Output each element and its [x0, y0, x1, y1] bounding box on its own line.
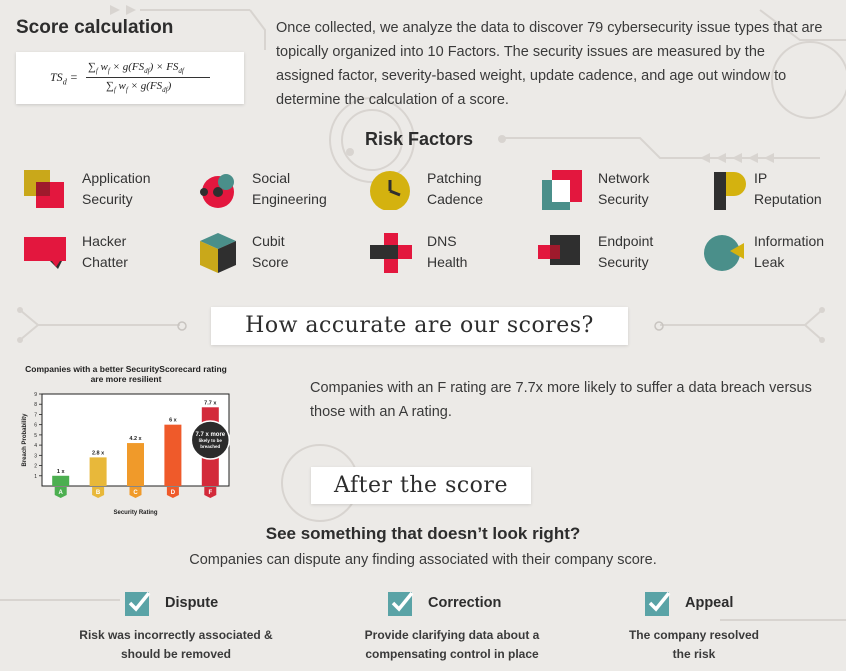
factor-label-line2: Leak [754, 254, 785, 270]
x-tick-label: C [133, 490, 138, 496]
formula-denominator: $\sum_f$ $w_f \times g(FS_{df})$ [106, 80, 172, 95]
factor-network-security [540, 168, 694, 210]
option-desc-line1: The company resolved [628, 628, 760, 642]
formula-fraction-line [86, 77, 210, 78]
y-tick-label: 8 [34, 402, 37, 409]
option-desc-line2: should be removed [120, 647, 232, 661]
callout-text: 7.7 x more [195, 432, 226, 438]
factor-application-security [22, 168, 178, 210]
after-score-heading: After the score [311, 467, 531, 504]
callout-text: breached [200, 444, 221, 449]
factor-ip-reputation [710, 168, 846, 210]
factor-label-line2: Engineering [252, 191, 327, 207]
chart-svg [18, 364, 234, 520]
factor-label-line1: Network [598, 170, 650, 186]
option-appeal [645, 590, 733, 616]
factor-hacker-chatter [22, 231, 178, 273]
option-label: Correction [428, 595, 502, 611]
factor-dns-health [368, 231, 523, 273]
option-desc-line1: Provide clarifying data about a [364, 628, 540, 642]
option-correction [388, 590, 501, 616]
chart-title: Companies with a better SecurityScorecard rating are more resilient [25, 364, 227, 384]
x-tick-label: F [208, 490, 213, 496]
ip-reputation-icon [710, 168, 754, 210]
information-leak-icon [702, 231, 746, 273]
endpoint-security-icon [536, 231, 580, 273]
factor-information-leak [702, 231, 846, 273]
factor-label-line1: Hacker [82, 233, 127, 249]
factor-label-line1: Social [252, 170, 291, 186]
factor-label-line1: DNS [427, 233, 457, 249]
factor-label-line1: Endpoint [598, 233, 654, 249]
factor-patching-cadence [368, 168, 523, 210]
factor-label-line2: Health [427, 254, 468, 270]
y-tick-label: 7 [34, 412, 37, 419]
cubit-score-icon [196, 231, 240, 273]
intro-paragraph: Once collected, we analyze the data to discover 79 cybersecurity issue types that are topically organized into 10 Factors. The security issues are measured by the assigned factor, severity-based weight, update cadence, and age out window to determine the calculation of a score. [276, 20, 823, 108]
factor-social-engineering [196, 168, 348, 210]
option-label: Appeal [685, 595, 734, 611]
factor-label-line1: IP [754, 170, 768, 186]
option-description [60, 626, 292, 664]
factor-label-line1: Information [754, 233, 825, 249]
bar-d [164, 425, 181, 486]
y-tick-label: 4 [34, 443, 37, 450]
bar-a [52, 476, 69, 486]
social-engineering-icon [196, 168, 240, 210]
option-desc-line2: the risk [672, 647, 716, 661]
checkbox-checked-icon [125, 590, 151, 616]
y-tick-label: 3 [34, 453, 37, 460]
dns-health-icon [368, 231, 412, 273]
hacker-chatter-icon [22, 231, 66, 273]
risk-factors-title: Risk Factors [365, 129, 474, 149]
score-formula [16, 52, 244, 104]
patching-cadence-icon [368, 168, 412, 210]
bar-data-label: 7.7 x [204, 400, 217, 407]
factor-label-line2: Cadence [427, 191, 484, 207]
bar-data-label: 2.8 x [91, 450, 105, 457]
y-tick-label: 1 [34, 473, 37, 480]
y-tick-label: 5 [34, 432, 37, 439]
factor-label-line2: Security [598, 191, 649, 207]
accuracy-paragraph: Companies with an F rating are 7.7x more likely to suffer a data breach versus those with an A rating. [310, 380, 812, 420]
checkbox-checked-icon [645, 590, 671, 616]
factor-label-line2: Security [598, 254, 649, 270]
option-description [336, 626, 568, 664]
y-axis-label: Breach Probability [22, 413, 28, 467]
x-axis-label: Security Rating [113, 510, 158, 516]
dispute-subtitle: Companies can dispute any finding associated with their company score. [189, 552, 657, 568]
factor-label-line2: Security [82, 191, 133, 207]
dispute-question: See something that doesn’t look right? [265, 524, 581, 543]
callout-text: likely to be [198, 438, 222, 443]
option-description [594, 626, 794, 664]
factor-cubit-score [196, 231, 348, 273]
factor-endpoint-security [536, 231, 694, 273]
bar-b [90, 457, 107, 486]
checkbox-checked-icon [388, 590, 414, 616]
factor-label-line2: Score [252, 254, 289, 270]
formula-lhs: $TS_d$ = [50, 70, 78, 87]
x-tick-label: D [170, 490, 176, 496]
factor-label-line1: Application [82, 170, 151, 186]
option-desc-line1: Risk was incorrectly associated & [79, 628, 273, 642]
option-dispute [125, 590, 218, 616]
y-tick-label: 2 [34, 463, 37, 470]
option-desc-line2: compensating control in place [365, 647, 539, 661]
network-security-icon [540, 168, 584, 210]
accuracy-heading: How accurate are our scores? [211, 307, 628, 345]
x-tick-label: B [95, 490, 101, 496]
breach-probability-chart [18, 364, 234, 520]
factor-label-line2: Chatter [82, 254, 128, 270]
y-tick-label: 6 [34, 422, 37, 429]
bar-data-label: 6 x [169, 417, 177, 424]
factor-label-line2: Reputation [754, 191, 822, 207]
x-tick-label: A [58, 490, 63, 496]
factor-label-line1: Patching [427, 170, 482, 186]
application-security-icon [22, 168, 66, 210]
option-label: Dispute [165, 595, 219, 611]
bar-c [127, 443, 144, 486]
factor-label-line1: Cubit [252, 233, 285, 249]
score-calculation-title: Score calculation [16, 17, 174, 38]
bar-data-label: 1 x [56, 468, 65, 475]
formula-numerator: $\sum_f$ $w_f \times g(FS_{df}) \times FS_{df}$ [88, 61, 184, 76]
bar-data-label: 4.2 x [129, 436, 142, 443]
y-tick-label: 9 [34, 392, 37, 398]
